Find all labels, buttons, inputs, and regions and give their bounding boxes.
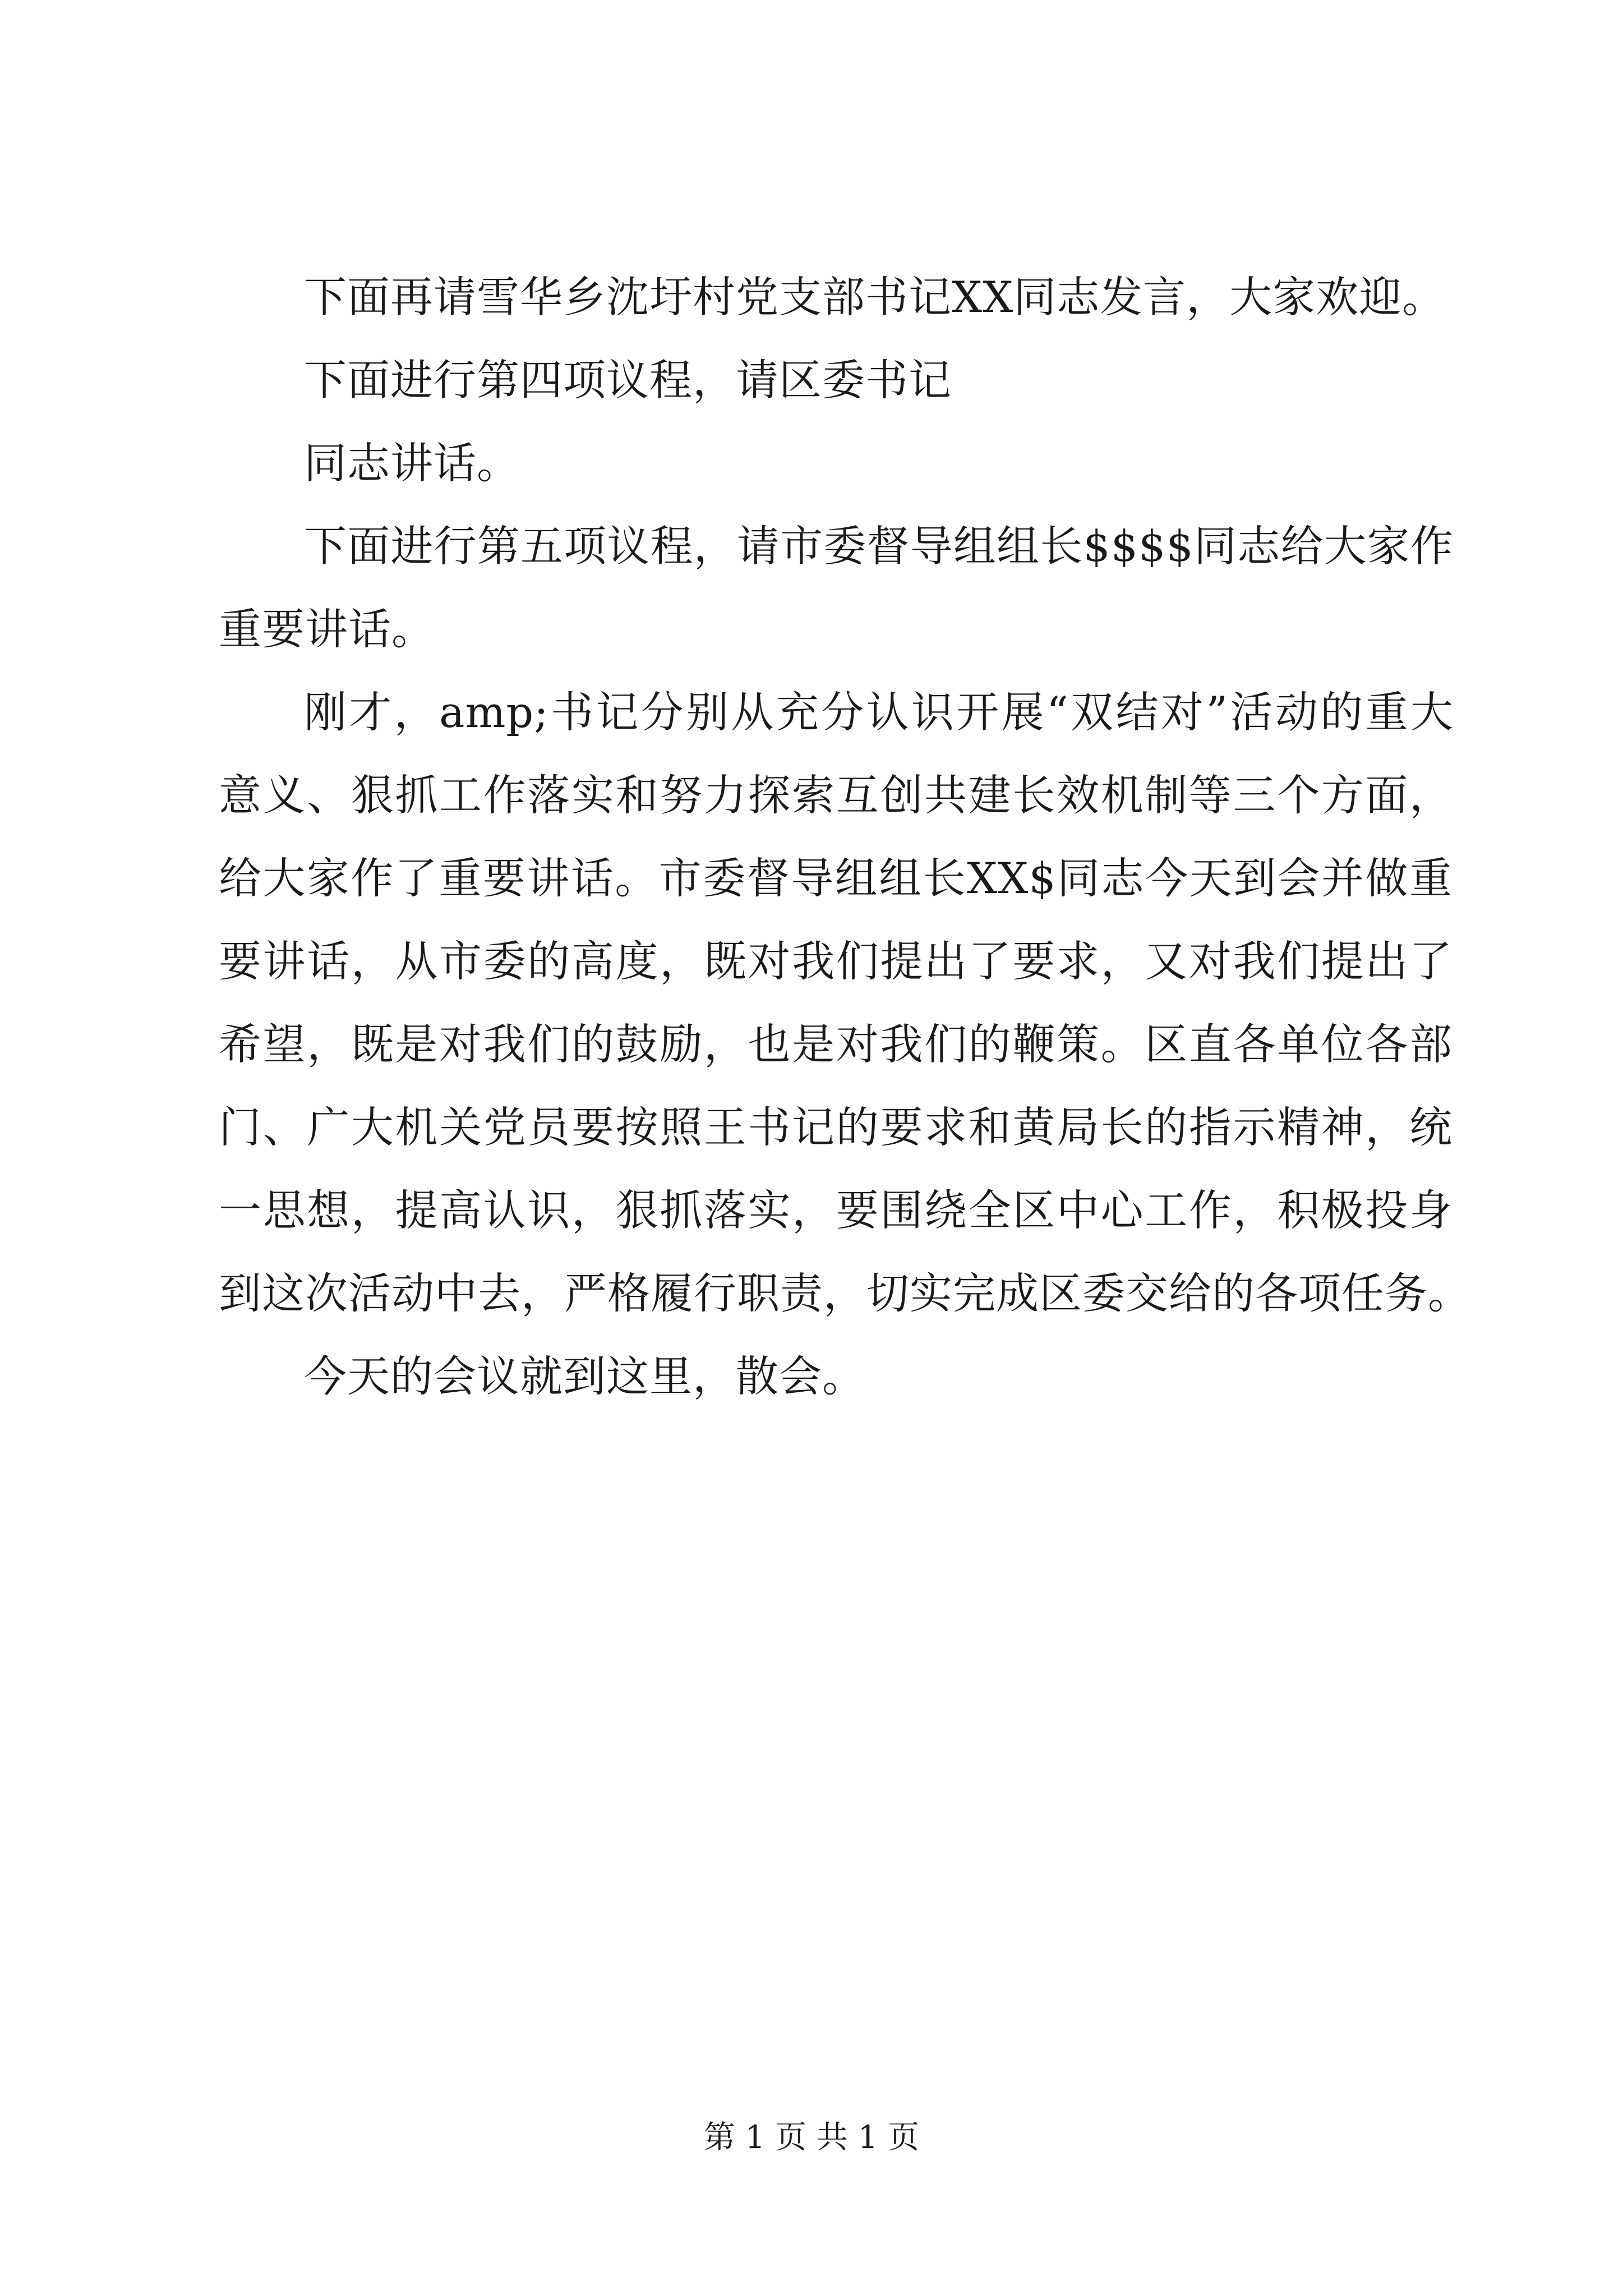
paragraph-line: 重要讲话。 — [219, 604, 435, 654]
paragraph-line: 下面再请雪华乡沈圩村党支部书记XX同志发言，大家欢迎。 — [304, 272, 1446, 322]
paragraph-line: 到这次活动中去，严格履行职责，切实完成区委交给的各项任务。 — [219, 1268, 1471, 1318]
paragraph-line: 给大家作了重要讲话。市委督导组组长XX$同志今天到会并做重 — [219, 853, 1453, 903]
paragraph-line: 下面进行第四项议程，请区委书记 — [304, 355, 952, 405]
paragraph-line: 同志讲话。 — [304, 438, 520, 488]
paragraph-line: 意义、狠抓工作落实和努力探索互创共建长效机制等三个方面， — [219, 770, 1453, 820]
paragraph-line: 下面进行第五项议程，请市委督导组组长$$$$同志给大家作 — [304, 521, 1454, 571]
paragraph-line: 希望，既是对我们的鼓励，也是对我们的鞭策。区直各单位各部 — [219, 1019, 1453, 1069]
paragraph-line: 要讲话，从市委的高度，既对我们提出了要求，又对我们提出了 — [219, 936, 1453, 986]
paragraph-line: 刚才，amp;书记分别从充分认识开展“双结对”活动的重大 — [304, 687, 1454, 737]
page-number-footer: 第 1 页 共 1 页 — [703, 2119, 920, 2156]
paragraph-line: 一思想，提高认识，狠抓落实，要围绕全区中心工作，积极投身 — [219, 1185, 1453, 1235]
paragraph-line: 今天的会议就到这里，散会。 — [304, 1351, 865, 1401]
paragraph-line: 门、广大机关党员要按照王书记的要求和黄局长的指示精神，统 — [219, 1102, 1453, 1152]
